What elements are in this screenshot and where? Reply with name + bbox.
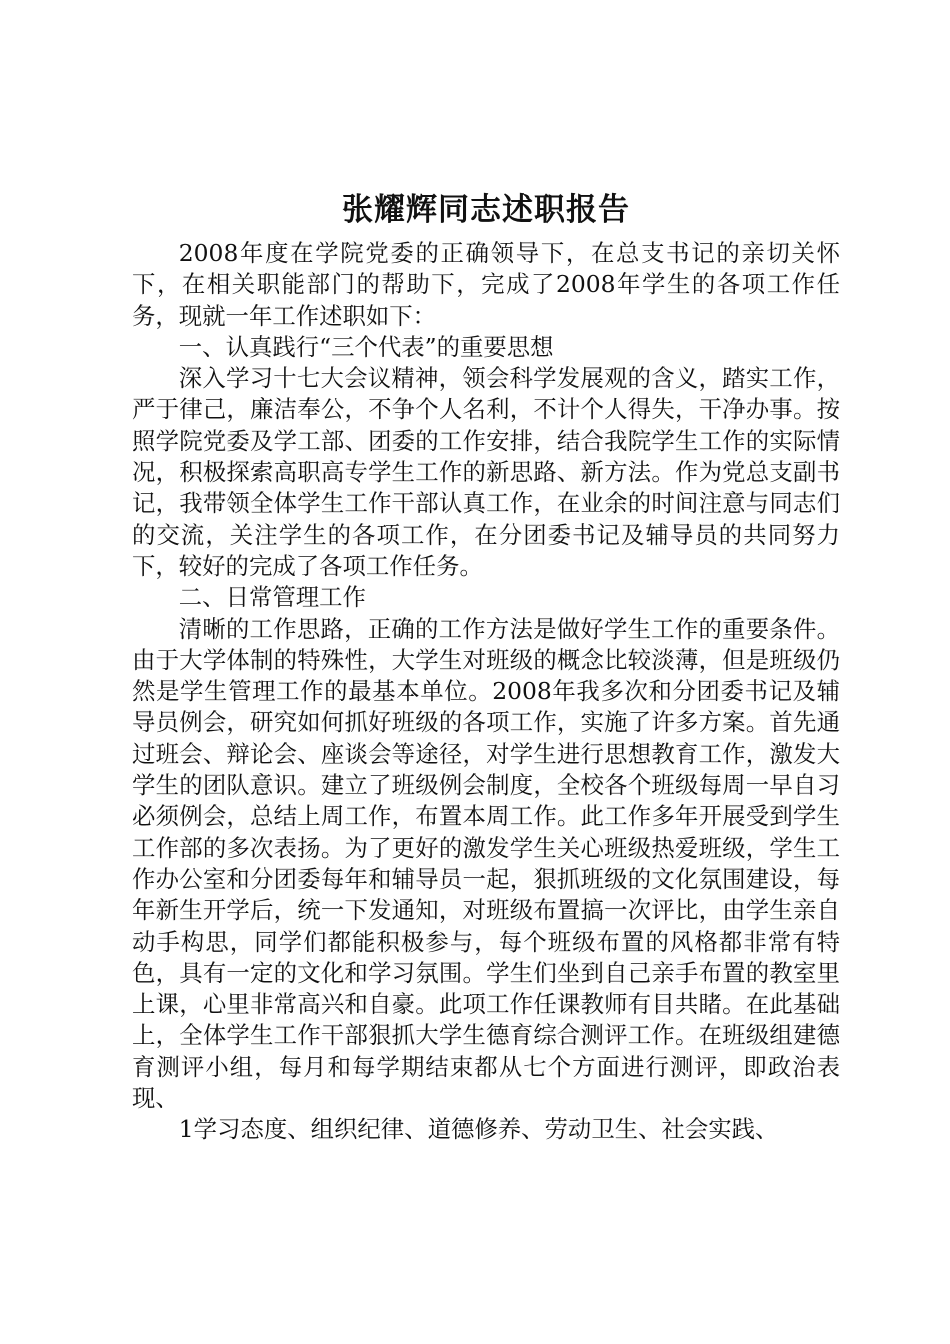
section-2-continuation: 1学习态度、组织纪律、道德修养、劳动卫生、社会实践、 xyxy=(178,1115,779,1144)
section-heading-1: 一、认真践行“三个代表”的重要思想 xyxy=(178,332,554,361)
document-title: 张耀辉同志述职报告 xyxy=(342,192,630,228)
section-2-paragraph: 清晰的工作思路，正确的工作方法是做好学生工作的重要条件。由于大学体制的特殊性，大学生对班级的概念比较淡薄，但是班级仍然是学生管理工作的最基本单位。2008年我多次和分团委书记及辅导员例会，研究如何抓好班级的各项工作，实施了许多方案。首先通过班会、辩论会、座谈会等途径，对学生进行思想教育工作，激发大学生的团队意识。建立了班级例会制度，全校各个班级每周一早自习必须例会，总结上周工作，布置本周工作。此工作多年开展受到学生工作部的多次表扬。为了更好的激发学生关心班级热爱班级，学生工作办公室和分团委每年和辅导员一起，狠抓班级的文化氛围建设，每年新生开学后，统一下发通知，对班级布置搞一次评比，由学生亲自动手构思，同学们都能积极参与，每个班级布置的风格都非常有特色，具有一定的文化和学习氛围。学生们坐到自己亲手布置的教室里上课，心里非常高兴和自豪。此项工作任课教师有目共睹。在此基础上，全体学生工作干部狠抓大学生德育综合测评工作。在班级组建德育测评小组，每月和每学期结束都从七个方面进行测评，即政治表现、 xyxy=(132,614,840,1113)
section-1-paragraph: 深入学习十七大会议精神，领会科学发展观的含义，踏实工作，严于律己，廉洁奉公，不争个人名利，不计个人得失，干净办事。按照学院党委及学工部、团委的工作安排，结合我院学生工作的实际情况，积极探索高职高专学生工作的新思路、新方法。作为党总支副书记，我带领全体学生工作干部认真工作，在业余的时间注意与同志们的交流，关注学生的各项工作，在分团委书记及辅导员的共同努力下，较好的完成了各项工作任务。 xyxy=(132,364,840,580)
intro-paragraph: 2008年度在学院党委的正确领导下，在总支书记的亲切关怀下，在相关职能部门的帮助下，完成了2008年学生的各项工作任务，现就一年工作述职如下： xyxy=(132,239,840,330)
document-body xyxy=(132,190,840,1146)
section-heading-2: 二、日常管理工作 xyxy=(178,583,366,612)
